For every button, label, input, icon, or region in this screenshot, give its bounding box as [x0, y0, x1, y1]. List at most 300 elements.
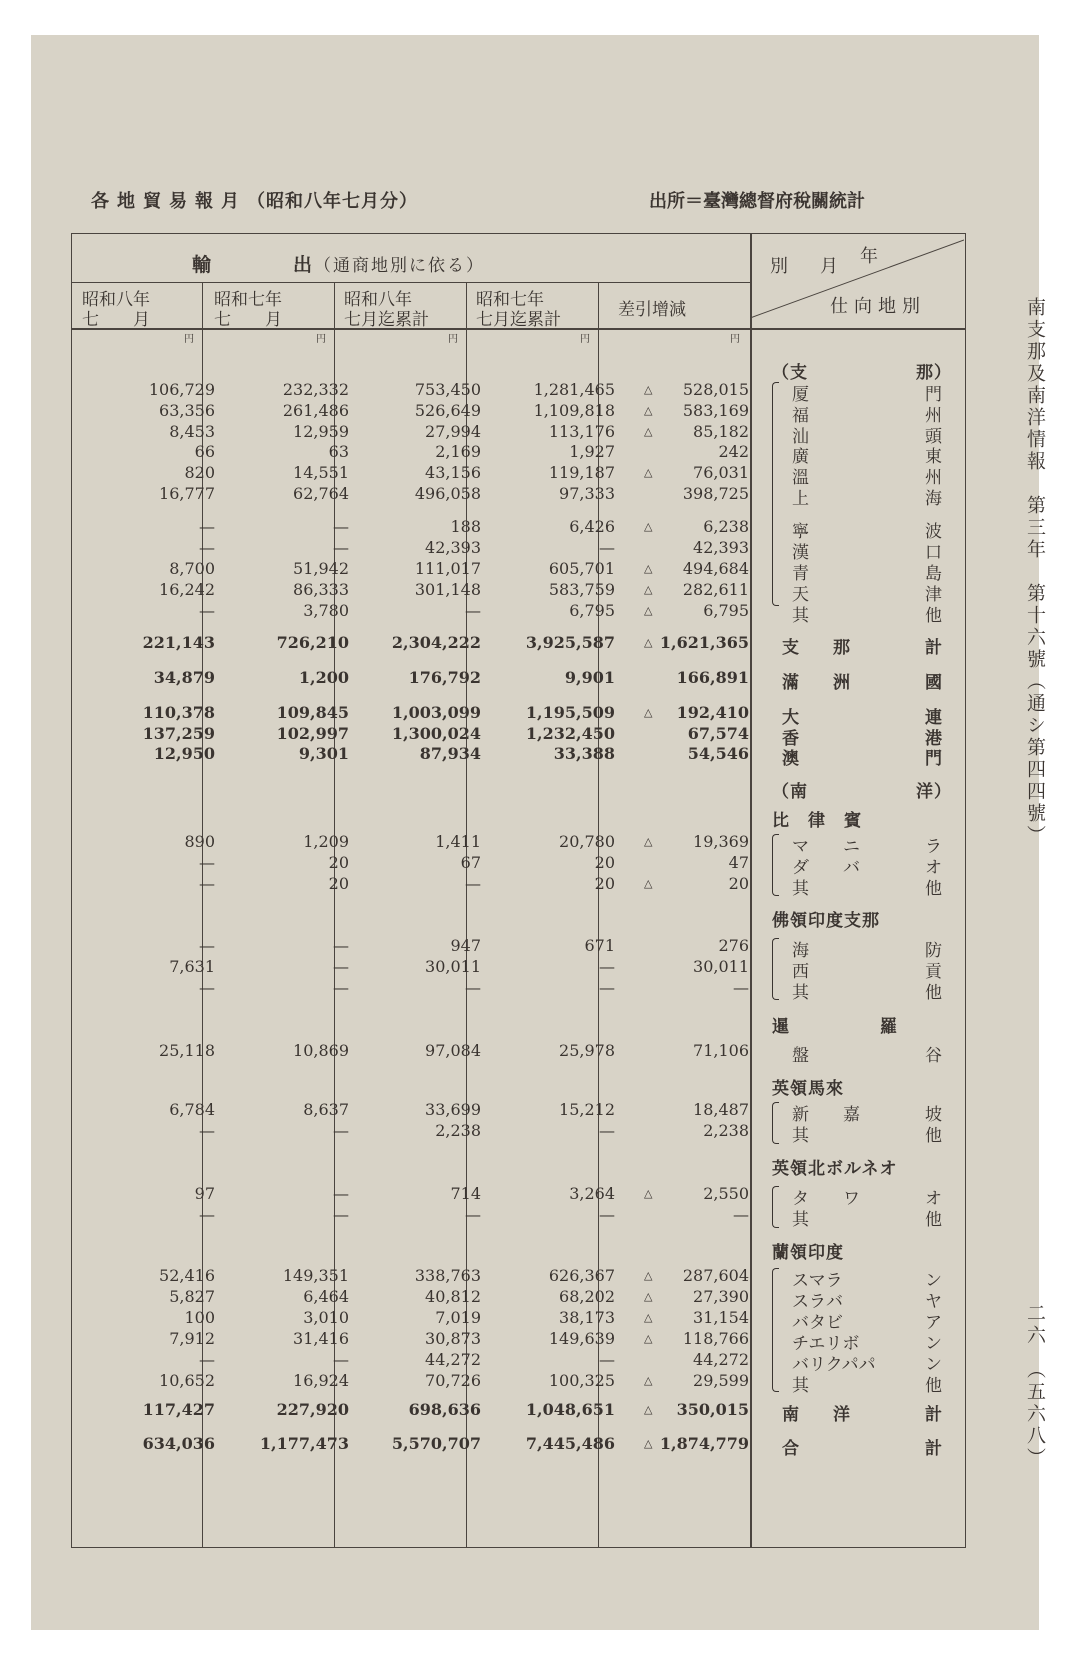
page-sheet [31, 35, 1046, 1630]
table-cell: 31,416 [293, 1329, 349, 1348]
table-cell: — [465, 874, 481, 893]
label-right: 門 [925, 385, 942, 405]
table-cell: 496,058 [414, 484, 481, 503]
region-group-label: （南 洋） [772, 782, 952, 802]
table-cell: 20 [328, 853, 349, 872]
destination-label [768, 936, 946, 961]
table-cell: 42,393 [425, 538, 481, 557]
destination-label [768, 832, 946, 857]
label-right: 津 [925, 585, 942, 605]
table-cell: — [199, 936, 215, 955]
table-cell: 20 [594, 853, 615, 872]
decrease-mark-icon: △ [644, 1187, 653, 1200]
total-label [772, 744, 944, 769]
group-brace [772, 1268, 779, 1392]
report-period: （昭和八年七月分） [247, 191, 418, 212]
table-cell: 71,106 [693, 1041, 749, 1060]
table-row [72, 538, 965, 563]
total-label [772, 703, 944, 728]
table-cell: 8,453 [169, 422, 215, 441]
table-cell: 526,649 [414, 401, 481, 420]
table-cell: — [199, 601, 215, 620]
table-cell: 605,701 [548, 559, 615, 578]
decrease-mark-icon: △ [644, 1374, 653, 1387]
label-left: 寧 [792, 522, 809, 542]
decrease-mark-icon: △ [644, 1290, 653, 1303]
decrease-mark-icon: △ [644, 835, 653, 848]
label-left: 天 [792, 585, 809, 605]
table-cell: 820 [184, 463, 215, 482]
table-row [72, 853, 965, 878]
decrease-mark-icon: △ [644, 604, 653, 617]
decrease-mark-icon: △ [644, 1437, 653, 1450]
decrease-mark-icon: △ [644, 877, 653, 890]
table-row [72, 517, 965, 542]
group-brace [772, 1186, 779, 1228]
table-cell: — [333, 978, 349, 997]
destination-label [768, 484, 946, 509]
decrease-mark-icon: △ [644, 1311, 653, 1324]
label-left: チエリボ [792, 1334, 860, 1354]
table-row [72, 957, 965, 982]
table-row [72, 1100, 965, 1125]
label-left: 汕 [792, 427, 809, 447]
col-header-s7-cumulative: 昭和七年 七月迄累計 [476, 290, 561, 330]
group-brace [772, 1102, 779, 1144]
table-cell: 33,388 [553, 744, 615, 763]
table-cell: 102,997 [276, 724, 349, 743]
col-header-s7-july: 昭和七年 七 月 [214, 290, 282, 330]
table-cell: 31,154 [693, 1308, 749, 1327]
table-cell: 38,173 [559, 1308, 615, 1327]
table-row [72, 601, 965, 626]
table-cell: 3,925,587 [525, 633, 615, 652]
table-cell: 20,780 [559, 832, 615, 851]
table-cell: 890 [184, 832, 215, 851]
table-cell: 100,325 [548, 1371, 615, 1390]
table-cell: 583,759 [548, 580, 615, 599]
label-right: 貢 [925, 962, 942, 982]
table-cell: 1,281,465 [533, 380, 615, 399]
table-row [72, 1287, 965, 1312]
table-cell: 634,036 [142, 1434, 215, 1453]
table-row [72, 580, 965, 605]
label-left: 澳 [782, 749, 799, 769]
table-cell: 7,631 [169, 957, 215, 976]
table-row [72, 1205, 965, 1230]
table-cell: 1,300,024 [391, 724, 481, 743]
table-cell: 20 [594, 874, 615, 893]
table-cell: 2,304,222 [391, 633, 481, 652]
table-cell: 232,332 [282, 380, 349, 399]
table-cell: 119,187 [548, 463, 615, 482]
table-cell: 25,118 [159, 1041, 215, 1060]
decrease-mark-icon: △ [644, 425, 653, 438]
table-cell: 137,259 [142, 724, 215, 743]
unit-label: 円 [184, 334, 194, 345]
export-table [71, 233, 966, 1548]
table-cell: 106,729 [148, 380, 215, 399]
table-cell: 25,978 [559, 1041, 615, 1060]
label-right: ン [925, 1271, 942, 1291]
table-cell: 16,924 [293, 1371, 349, 1390]
table-cell: 276 [718, 936, 749, 955]
table-row [72, 442, 965, 467]
table-cell: 6,784 [169, 1100, 215, 1119]
table-cell: — [333, 1350, 349, 1369]
decrease-mark-icon: △ [644, 1332, 653, 1345]
table-cell: 27,390 [693, 1287, 749, 1306]
group-brace [772, 834, 779, 896]
label-right: 國 [925, 673, 942, 693]
unit-label: 円 [448, 334, 458, 345]
label-right: 計 [925, 638, 942, 658]
table-cell: — [733, 1205, 749, 1224]
table-row [72, 1121, 965, 1146]
table-cell: 188 [450, 517, 481, 536]
table-cell: 1,177,473 [259, 1434, 349, 1453]
table-cell: 947 [450, 936, 481, 955]
destination-label [768, 1205, 946, 1230]
table-cell: 29,599 [693, 1371, 749, 1390]
label-left: 香 [782, 729, 799, 749]
destination-label [768, 601, 946, 626]
label-left: 海 [792, 941, 809, 961]
table-row [72, 1308, 965, 1333]
table-cell: — [333, 957, 349, 976]
table-cell: 97 [194, 1184, 215, 1203]
unit-label: 円 [580, 334, 590, 345]
table-cell: — [333, 1184, 349, 1203]
label-left: バタビ [792, 1313, 843, 1333]
table-cell: 63,356 [159, 401, 215, 420]
table-cell: 494,684 [682, 559, 749, 578]
table-row [72, 1074, 965, 1099]
table-cell: 118,766 [682, 1329, 749, 1348]
label-left: 廣 [792, 447, 809, 467]
label-right: 計 [925, 1439, 942, 1459]
table-cell: — [333, 1205, 349, 1224]
label-right: ン [925, 1355, 942, 1375]
label-left: 支 那 [782, 638, 850, 658]
label-right: 計 [925, 1405, 942, 1425]
table-cell: — [599, 1121, 615, 1140]
label-right: 港 [925, 729, 942, 749]
destination-label [768, 1184, 946, 1209]
col-header-s8-july: 昭和八年 七 月 [82, 290, 150, 330]
label-right: オ [925, 858, 942, 878]
table-cell: 287,604 [682, 1266, 749, 1285]
table-cell: 111,017 [414, 559, 481, 578]
label-right: ヤ [925, 1292, 942, 1312]
table-row [72, 484, 965, 509]
table-cell: 6,795 [703, 601, 749, 620]
table-cell: 726,210 [276, 633, 349, 652]
table-cell: 16,777 [159, 484, 215, 503]
table-cell: 261,486 [282, 401, 349, 420]
table-row [72, 401, 965, 426]
table-cell: 6,795 [569, 601, 615, 620]
table-cell: — [599, 1205, 615, 1224]
destination-label [768, 978, 946, 1003]
destination-label [768, 1266, 946, 1291]
group-brace [772, 938, 779, 1000]
table-cell: 753,450 [414, 380, 481, 399]
table-cell: 338,763 [414, 1266, 481, 1285]
table-row [72, 463, 965, 488]
table-cell: 192,410 [676, 703, 749, 722]
table-cell: 671 [584, 936, 615, 955]
table-cell: — [599, 538, 615, 557]
table-row [72, 559, 965, 584]
table-row [72, 380, 965, 405]
table-cell: 66 [194, 442, 215, 461]
label-right: 波 [925, 522, 942, 542]
table-cell: 67,574 [687, 724, 749, 743]
region-group-label: 蘭領印度 [772, 1243, 844, 1263]
label-right: 他 [925, 1210, 942, 1230]
table-row [72, 832, 965, 857]
table-cell: 1,048,651 [525, 1400, 615, 1419]
table-cell: — [599, 1350, 615, 1369]
table-row [72, 1154, 965, 1179]
table-cell: 242 [718, 442, 749, 461]
table-cell: 2,169 [435, 442, 481, 461]
table-cell: 86,333 [293, 580, 349, 599]
table-cell: 6,238 [703, 517, 749, 536]
decrease-mark-icon: △ [644, 583, 653, 596]
total-label [772, 1400, 944, 1425]
table-cell: 30,873 [425, 1329, 481, 1348]
destination-label [768, 1287, 946, 1312]
destination-label [768, 1329, 946, 1354]
region-group-label: （支 那） [772, 363, 952, 383]
table-cell: 2,550 [703, 1184, 749, 1203]
label-left: ダ バ [792, 858, 860, 878]
col-header-difference: 差引增減 [618, 300, 686, 320]
table-cell: 15,212 [559, 1100, 615, 1119]
region-group-label: 佛領印度支那 [772, 911, 880, 931]
table-cell: 20 [328, 874, 349, 893]
table-row [72, 668, 965, 693]
table-row [72, 1371, 965, 1396]
table-row [72, 936, 965, 961]
table-cell: 7,019 [435, 1308, 481, 1327]
table-cell: 1,874,779 [659, 1434, 749, 1453]
table-cell: 113,176 [548, 422, 615, 441]
table-cell: 221,143 [142, 633, 215, 652]
table-cell: 626,367 [548, 1266, 615, 1285]
corner-header: 別 月 年 仕向地別 [750, 234, 964, 328]
table-cell: 149,639 [548, 1329, 615, 1348]
table-row [72, 703, 965, 728]
decrease-mark-icon: △ [644, 1403, 653, 1416]
table-cell: 398,725 [682, 484, 749, 503]
table-row [72, 358, 965, 383]
decrease-mark-icon: △ [644, 562, 653, 575]
label-left: 其 [792, 606, 809, 626]
total-label [772, 668, 944, 693]
destination-label [768, 380, 946, 405]
label-left: 其 [792, 1376, 809, 1396]
table-cell: 8,700 [169, 559, 215, 578]
table-cell: 1,621,365 [659, 633, 749, 652]
label-right: 坡 [925, 1105, 942, 1125]
table-cell: 1,003,099 [391, 703, 481, 722]
total-label [772, 633, 944, 658]
destination-label [768, 874, 946, 899]
total-label [772, 1434, 944, 1459]
table-cell: — [333, 517, 349, 536]
table-row [72, 1041, 965, 1066]
side-page-number: 二六 （五六八） [1024, 1303, 1046, 1470]
label-right: 防 [925, 941, 942, 961]
destination-label [768, 1121, 946, 1146]
table-row [72, 1434, 965, 1459]
region-group-label: 比 律 賓 [772, 811, 862, 831]
table-cell: — [733, 978, 749, 997]
label-right: 頭 [925, 427, 942, 447]
table-cell: 18,487 [693, 1100, 749, 1119]
table-cell: 62,764 [293, 484, 349, 503]
table-row [72, 1238, 965, 1263]
table-cell: 44,272 [693, 1350, 749, 1369]
label-left: 西 [792, 962, 809, 982]
table-row [72, 633, 965, 658]
label-right: オ [925, 1189, 942, 1209]
table-cell: 109,845 [276, 703, 349, 722]
table-row [72, 1350, 965, 1375]
section-title: 輸 出（通商地別に依る） [192, 254, 486, 276]
table-cell: 227,920 [276, 1400, 349, 1419]
table-cell: — [199, 1205, 215, 1224]
table-cell: 5,827 [169, 1287, 215, 1306]
table-cell: 117,427 [142, 1400, 215, 1419]
side-publication: 南支那及南洋情報 第三年 第十六號（通シ第四四號） [1024, 297, 1046, 847]
table-cell: — [199, 1350, 215, 1369]
label-right: ラ [925, 837, 942, 857]
table-cell: 51,942 [293, 559, 349, 578]
table-cell: 2,238 [703, 1121, 749, 1140]
decrease-mark-icon: △ [644, 636, 653, 649]
table-cell: 63 [328, 442, 349, 461]
table-cell: 3,780 [303, 601, 349, 620]
table-row [72, 777, 965, 802]
region-group-label: 暹 羅 [772, 1017, 898, 1037]
table-cell: 67 [460, 853, 481, 872]
label-left: 新 嘉 [792, 1105, 860, 1125]
table-cell: 30,011 [425, 957, 481, 976]
table-cell: — [199, 853, 215, 872]
label-left: 溫 [792, 468, 809, 488]
label-right: 他 [925, 1126, 942, 1146]
destination-label [768, 538, 946, 563]
table-cell: 10,869 [293, 1041, 349, 1060]
label-left: 上 [792, 489, 809, 509]
table-cell: 583,169 [682, 401, 749, 420]
table-cell: 7,912 [169, 1329, 215, 1348]
label-right: 谷 [925, 1046, 942, 1066]
table-cell: 14,551 [293, 463, 349, 482]
decrease-mark-icon: △ [644, 466, 653, 479]
label-left: 漢 [792, 543, 809, 563]
label-right: 州 [925, 468, 942, 488]
table-cell: — [599, 957, 615, 976]
table-row [72, 1329, 965, 1354]
table-cell: — [199, 517, 215, 536]
table-cell: — [333, 936, 349, 955]
table-cell: 528,015 [682, 380, 749, 399]
label-left: 盤 [792, 1046, 809, 1066]
label-left: 青 [792, 564, 809, 584]
table-cell: — [199, 874, 215, 893]
table-row [72, 1400, 965, 1425]
table-cell: 3,010 [303, 1308, 349, 1327]
destination-label [768, 517, 946, 542]
table-cell: 176,792 [408, 668, 481, 687]
label-left: 大 [782, 708, 799, 728]
table-cell: 85,182 [693, 422, 749, 441]
table-cell: 3,264 [569, 1184, 615, 1203]
destination-label [768, 1308, 946, 1333]
label-right: 口 [925, 543, 942, 563]
table-cell: 6,426 [569, 517, 615, 536]
table-cell: 5,570,707 [391, 1434, 481, 1453]
source-note: 出所＝臺灣總督府稅關統計 [649, 191, 865, 212]
table-row [72, 806, 965, 831]
decrease-mark-icon: △ [644, 520, 653, 533]
table-cell: 20 [728, 874, 749, 893]
destination-label [768, 580, 946, 605]
label-right: 州 [925, 406, 942, 426]
table-cell: 40,812 [425, 1287, 481, 1306]
table-cell: 1,195,509 [525, 703, 615, 722]
table-cell: 19,369 [693, 832, 749, 851]
table-row [72, 744, 965, 769]
table-cell: 27,994 [425, 422, 481, 441]
label-left: スラバ [792, 1292, 843, 1312]
decrease-mark-icon: △ [644, 1269, 653, 1282]
table-cell: 714 [450, 1184, 481, 1203]
table-cell: 76,031 [693, 463, 749, 482]
table-cell: 43,156 [425, 463, 481, 482]
label-left: 厦 [792, 385, 809, 405]
table-row [72, 1184, 965, 1209]
destination-label [768, 1371, 946, 1396]
label-right: 海 [925, 489, 942, 509]
table-cell: — [465, 1205, 481, 1224]
decrease-mark-icon: △ [644, 383, 653, 396]
label-left: 福 [792, 406, 809, 426]
destination-label [768, 1041, 946, 1066]
label-left: 其 [792, 1210, 809, 1230]
table-cell: 100 [184, 1308, 215, 1327]
table-cell: 149,351 [282, 1266, 349, 1285]
label-left: 合 [782, 1439, 799, 1459]
region-group-label: 英領北ボルネオ [772, 1159, 898, 1179]
table-cell: 42,393 [693, 538, 749, 557]
label-right: 連 [925, 708, 942, 728]
table-cell: 282,611 [682, 580, 749, 599]
table-row [72, 906, 965, 931]
label-right: 他 [925, 606, 942, 626]
table-cell: 2,238 [435, 1121, 481, 1140]
table-cell: 16,242 [159, 580, 215, 599]
table-cell: 350,015 [676, 1400, 749, 1419]
decrease-mark-icon: △ [644, 706, 653, 719]
label-left: 其 [792, 1126, 809, 1146]
group-brace [772, 382, 779, 606]
